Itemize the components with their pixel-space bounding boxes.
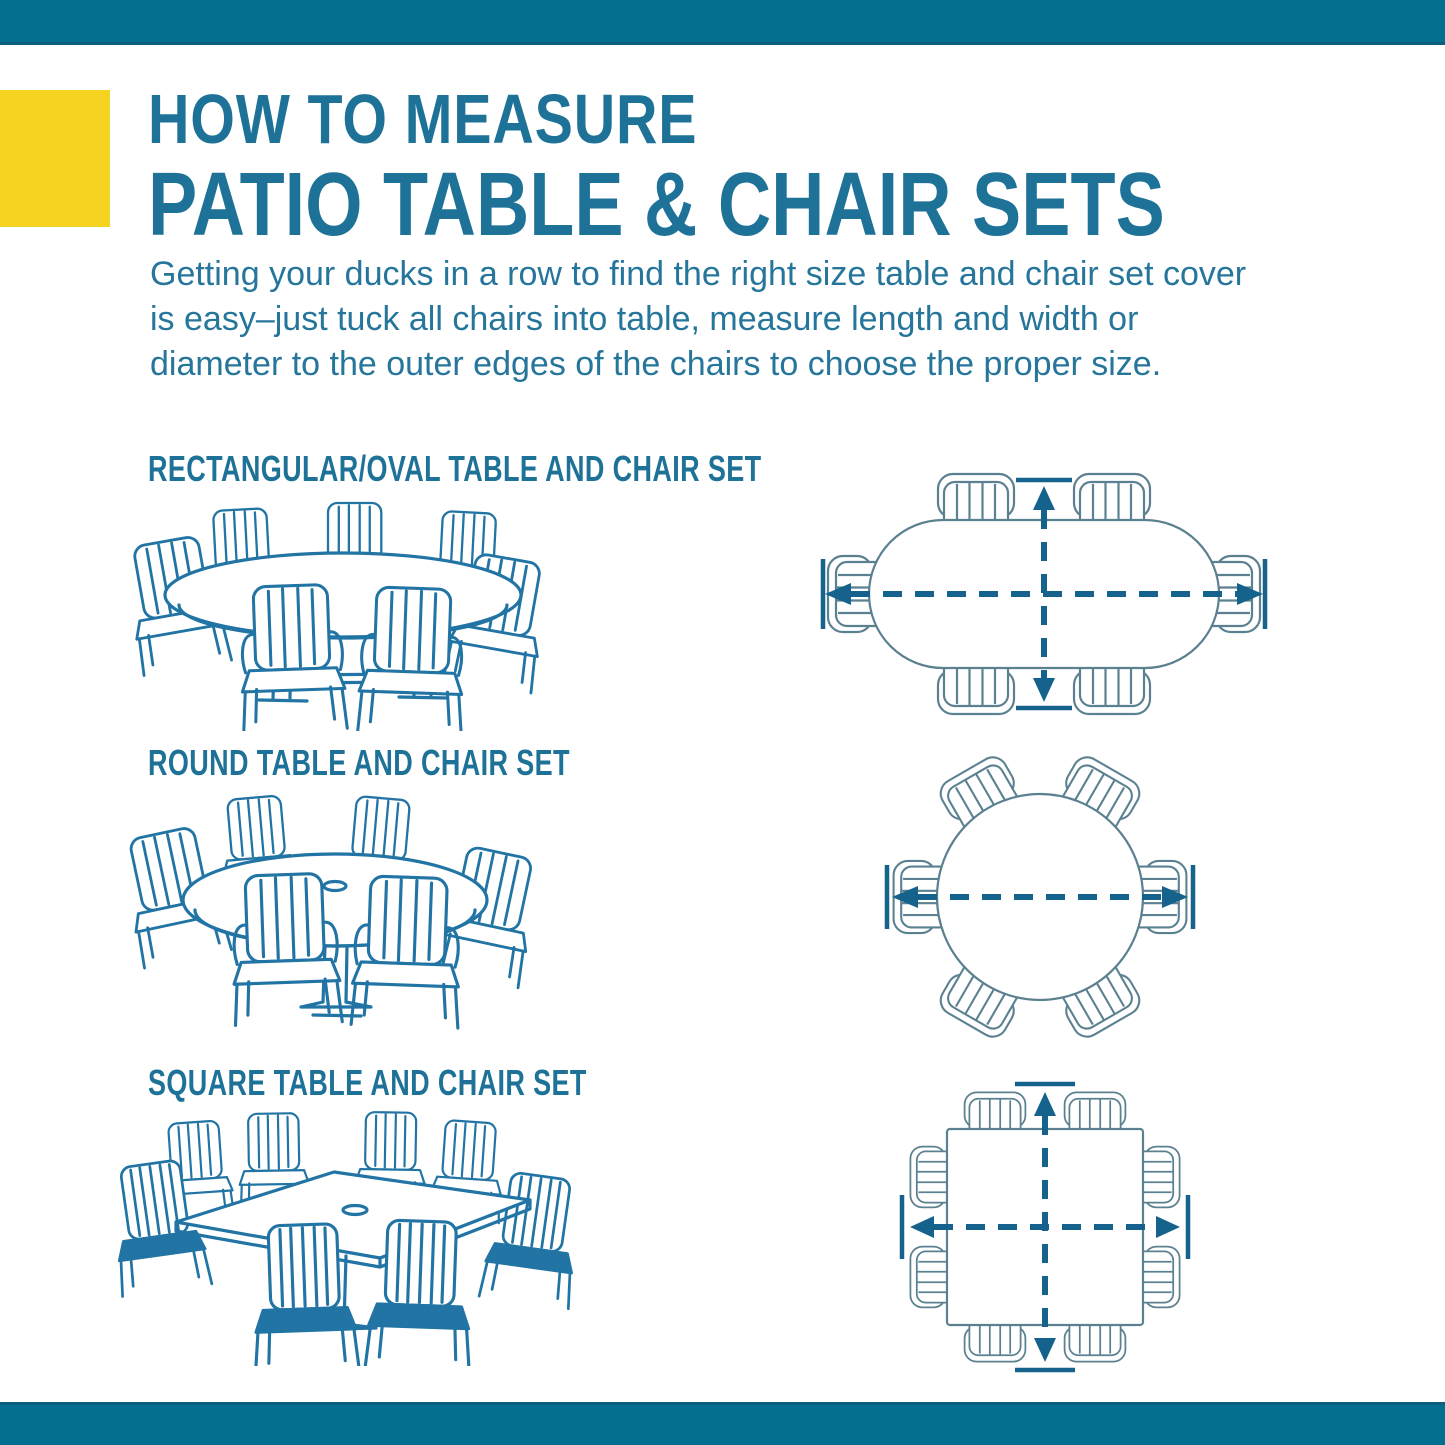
footer-bar bbox=[0, 1402, 1445, 1445]
section-heading-rect-oval: RECTANGULAR/OVAL TABLE AND CHAIR SET bbox=[148, 448, 762, 489]
square-illustration bbox=[118, 1106, 588, 1366]
intro-line: diameter to the outer edges of the chairs to choose the proper size. bbox=[150, 344, 1162, 383]
page-title-line1: HOW TO MEASURE bbox=[148, 80, 698, 158]
intro-line: is easy–just tuck all chairs into table, measure length and width or bbox=[150, 299, 1139, 338]
oval-topview bbox=[795, 462, 1355, 732]
round-illustration bbox=[125, 788, 551, 1038]
page-title-line2: PATIO TABLE & CHAIR SETS bbox=[148, 155, 1165, 255]
square-table-set-drawing bbox=[118, 1106, 588, 1366]
rect-oval-topview-diagram bbox=[795, 462, 1355, 732]
header-bar bbox=[0, 0, 1445, 45]
section-heading-square: SQUARE TABLE AND CHAIR SET bbox=[148, 1062, 587, 1103]
square-table bbox=[176, 1172, 530, 1330]
round-table-set-drawing bbox=[125, 788, 551, 1038]
square-topview bbox=[880, 1072, 1300, 1402]
oval-table-set-drawing bbox=[125, 495, 561, 731]
oval-table bbox=[165, 553, 521, 701]
square-topview-diagram bbox=[880, 1072, 1300, 1402]
yellow-accent-square bbox=[0, 90, 110, 227]
intro-text bbox=[150, 252, 1246, 387]
intro-line: Getting your ducks in a row to find the right size table and chair set cover bbox=[150, 255, 1247, 293]
page-title bbox=[148, 80, 1165, 255]
round-topview-diagram bbox=[860, 755, 1280, 1065]
round-topview bbox=[860, 755, 1280, 1065]
rect-oval-illustration bbox=[125, 495, 561, 731]
section-heading-round: ROUND TABLE AND CHAIR SET bbox=[148, 742, 570, 783]
